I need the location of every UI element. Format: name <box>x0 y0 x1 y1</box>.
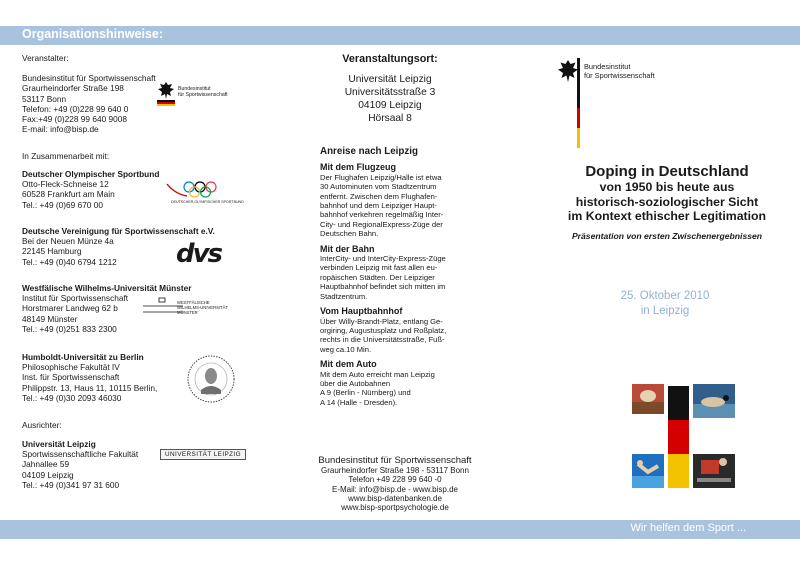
cover-place: in Leipzig <box>640 305 690 317</box>
partner-name: Humboldt-Universität zu Berlin <box>22 352 144 362</box>
contact-line: Telefon +49 228 99 640 -0 <box>348 475 442 485</box>
organizer-line: Graurheindorfer Straße 198 <box>22 83 124 94</box>
travel-line: entfernt. Zwischen dem Flughafen- <box>320 191 438 201</box>
partner-line: Bei der Neuen Münze 4a <box>22 236 114 247</box>
organizer-line: Fax:+49 (0)228 99 640 9008 <box>22 114 127 125</box>
partner-name: Westfälische Wilhelms-Universität Münster <box>22 283 192 293</box>
contact-block <box>305 455 485 512</box>
travel-line: Der Flughafen Leipzig/Halle ist etwa <box>320 172 442 182</box>
cover-title-block <box>548 163 786 241</box>
organizer-line: Bundesinstitut für Sportwissenschaft <box>22 73 156 84</box>
partner-name: Deutsche Vereinigung für Sportwissenschaft e.V. <box>22 226 215 236</box>
cover-subtitle-line: im Kontext ethischer Legitimation <box>567 209 767 223</box>
travel-line: Über Willy-Brandt-Platz, entlang Ge- <box>320 316 443 326</box>
logo-text: Bundesinstitut <box>584 62 631 71</box>
seal-icon <box>186 352 236 406</box>
travel-line: Stadtzentrum. <box>320 291 368 301</box>
partner-line: 48149 Münster <box>22 313 78 324</box>
flag-bar-gold <box>668 454 689 488</box>
dosb-logo <box>165 180 244 207</box>
travel-section-title: Vom Hauptbahnhof <box>320 306 403 317</box>
venue-block <box>310 53 470 125</box>
host-line: Sportwissenschaftliche Fakultät <box>22 449 139 460</box>
logo-text: für Sportwissenschaft <box>584 71 655 80</box>
travel-line: weg ca.10 Min. <box>320 344 372 354</box>
travel-line: bahnhof verkehren regelmäßig Inter- <box>320 210 444 220</box>
partner-line: Tel.: +49 (0)251 833 2300 <box>22 323 117 334</box>
organizer-line: Telefon: +49 (0)228 99 640 0 <box>22 103 129 114</box>
footer-band <box>0 520 800 539</box>
host-name: Universität Leipzig <box>22 439 96 449</box>
travel-line: verbinden Leipzig mit fast allen eu- <box>320 263 438 273</box>
organizer-line: 53117 Bonn <box>22 93 67 104</box>
logo-caption: WESTFÄLISCHE <box>177 300 210 305</box>
partner-line: 60528 Frankfurt am Main <box>22 189 115 200</box>
dvs-logo: dvs <box>176 239 222 269</box>
travel-section-title: Mit dem Auto <box>320 359 377 370</box>
eagle-icon <box>557 58 579 92</box>
bisp-logo-small <box>157 80 228 111</box>
photo-diver <box>632 454 664 488</box>
partner-line: Philosophische Fakultät IV <box>22 362 120 373</box>
partner-line: Inst. für Sportwissenschaft <box>22 372 120 383</box>
travel-line: Deutschen Bahn. <box>320 229 379 239</box>
travel-line: 30 Autominuten vom Stadtzentrum <box>320 182 437 192</box>
contact-title: Bundesinstitut für Sportwissenschaft <box>318 455 472 466</box>
flag-bar-red <box>668 420 689 454</box>
section-title: Organisationshinweise: <box>22 27 164 41</box>
travel-line: Mit dem Auto erreicht man Leipzig <box>320 369 435 379</box>
travel-line: A 9 (Berlin - Nürnberg) und <box>320 388 411 398</box>
partner-line: Tel.: +49 (0)40 6794 1212 <box>22 256 117 267</box>
partner-line: Tel.: +49 (0)69 670 00 <box>22 199 103 210</box>
travel-line: Hauptbahnhof befindet sich mitten im <box>320 282 446 292</box>
contact-line: www.bisp-datenbanken.de <box>348 493 442 503</box>
travel-line: A 14 (Halle - Dresden). <box>320 397 398 407</box>
host-line: Jahnallee 59 <box>22 459 70 470</box>
contact-line: E-Mail: info@bisp.de - www.bisp.de <box>332 484 458 494</box>
eagle-icon <box>157 80 175 106</box>
logo-caption: DEUTSCHER OLYMPISCHER SPORTBUND <box>171 200 244 204</box>
olympic-rings-icon <box>165 180 235 202</box>
venue-line: 04109 Leipzig <box>358 100 422 111</box>
venue-heading: Veranstaltungsort: <box>342 53 438 65</box>
venue-line: Hörsaal 8 <box>368 113 412 124</box>
organizer-label: Veranstalter: <box>22 53 69 63</box>
partner-line: Institut für Sportwissenschaft <box>22 293 129 304</box>
logo-text: Bundesinstitut <box>178 86 211 92</box>
host-label: Ausrichter: <box>22 420 62 430</box>
host-line: 04109 Leipzig <box>22 469 74 480</box>
footer-slogan: Wir helfen dem Sport ... <box>630 522 746 534</box>
wwu-logo <box>143 296 228 321</box>
logo-caption: WILHELMS-UNIVERSITÄT <box>177 305 228 311</box>
travel-line: bahnhof und dem Leipziger Haupt- <box>320 201 437 211</box>
partner-name: Deutscher Olympischer Sportbund <box>22 169 160 179</box>
organizer-line: E-mail: info@bisp.de <box>22 124 99 135</box>
header-band <box>0 26 800 45</box>
travel-section-title: Mit der Bahn <box>320 243 375 254</box>
venue-line: Universitätsstraße 3 <box>344 87 436 98</box>
travel-line: orgiring, Augustusplatz und Roßplatz, <box>320 325 447 335</box>
bisp-logo-cover <box>557 58 655 97</box>
travel-block <box>320 147 470 407</box>
venue-line: Universität Leipzig <box>348 74 432 85</box>
partner-line: Horstmarer Landweg 62 b <box>22 303 118 314</box>
travel-line: City- und RegionalExpress-Züge der <box>320 219 443 229</box>
hu-seal-logo <box>186 352 236 411</box>
contact-line: Graurheindorfer Straße 198 - 53117 Bonn <box>321 466 469 475</box>
flag-bar-black <box>668 386 689 420</box>
photo-swimmer <box>693 384 735 418</box>
contact-line: www.bisp-sportpsychologie.de <box>341 503 449 513</box>
travel-line: rechts in die Universitätsstraße, Fuß- <box>320 335 445 345</box>
leipzig-logo: UNIVERSITÄT LEIPZIG <box>160 449 246 460</box>
travel-line: über die Autobahnen <box>320 378 391 388</box>
cooperation-label: In Zusammenarbeit mit: <box>22 151 110 161</box>
cover-tagline: Präsentation von ersten Zwischenergebnissen <box>571 230 763 241</box>
cover-title: Doping in Deutschland <box>585 163 749 180</box>
travel-section-title: Mit dem Flugzeug <box>320 162 396 173</box>
cover-date: 25. Oktober 2010 <box>620 290 710 302</box>
logo-caption: MÜNSTER <box>177 310 198 316</box>
travel-heading: Anreise nach Leipzig <box>320 146 418 157</box>
host-block <box>22 439 232 490</box>
photo-athlete-1 <box>632 384 664 414</box>
logo-text: für Sportwissenschaft <box>178 92 228 98</box>
photo-cyclist <box>693 454 735 488</box>
host-line: Tel.: +49 (0)341 97 31 600 <box>22 479 120 490</box>
cover-subtitle-line: von 1950 bis heute aus <box>599 180 735 194</box>
partner-line: Philippstr. 13, Haus 11, 10115 Berlin, <box>22 382 158 393</box>
travel-line: InterCity- und InterCity-Express-Züge <box>320 254 446 264</box>
cover-subtitle-line: historisch-soziologischer Sicht <box>575 194 759 209</box>
partner-line: Otto-Fleck-Schneise 12 <box>22 179 109 190</box>
partner-line: 22145 Hamburg <box>22 246 82 257</box>
travel-line: ropäischen Städten. Der Leipziger <box>320 272 435 282</box>
cover-date-block <box>560 289 770 319</box>
partner-line: Tel.: +49 (0)30 2093 46030 <box>22 392 122 403</box>
